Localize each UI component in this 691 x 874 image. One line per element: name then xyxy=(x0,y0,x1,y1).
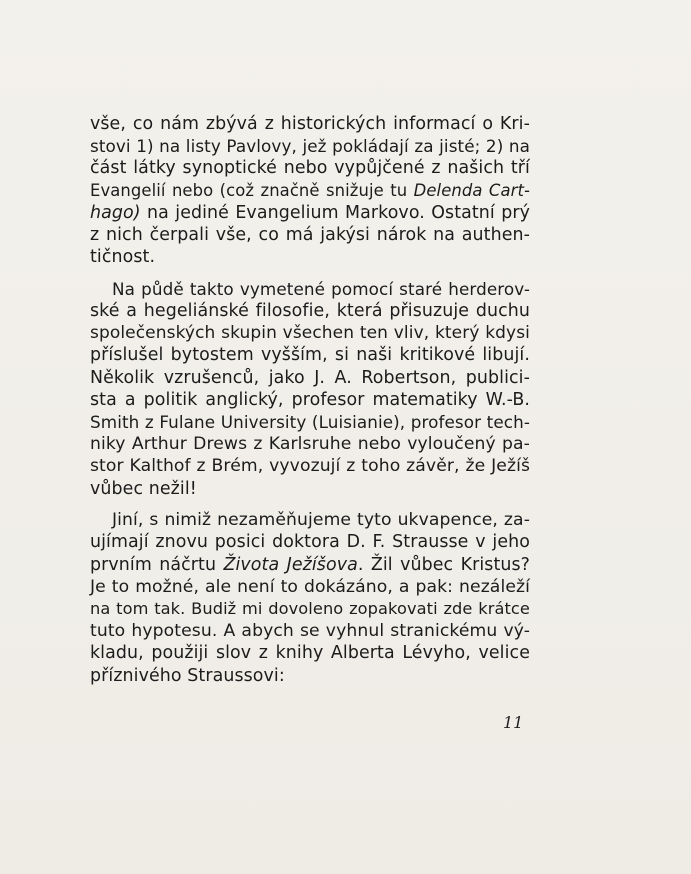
italic-title: Života Ježíšova xyxy=(223,554,358,575)
text-line: kladu, použiji slov z knihy Alberta Lévyho, velice xyxy=(90,643,530,664)
text-line: Několik vzrušenců, jako J. A. Robertson, publici- xyxy=(90,367,530,388)
text-line: na tom tak. Budiž mi dovoleno zopakovati zde krátce xyxy=(90,598,530,618)
body-text xyxy=(90,113,530,687)
text-line: Je to možné, ale není to dokázáno, a pak: nezáleží xyxy=(90,576,530,597)
text-line: Jiní, s nimiž nezaměňujeme tyto ukvapence, za- xyxy=(112,510,530,531)
text-line: ujímají znovu posici doktora D. F. Strausse v jeho xyxy=(90,532,530,553)
text-line: Smith z Fulane University (Luisianie), profesor tech- xyxy=(90,411,530,432)
text-line: společenských skupin všechen ten vliv, který kdysi xyxy=(90,323,530,344)
text-line: tuto hypotesu. A abych se vyhnul stranickému vý- xyxy=(90,621,530,642)
text-line: příslušel bytostem vyšším, si naši kritikové libují. xyxy=(90,345,530,366)
text-line: stovi 1) na listy Pavlovy, jež pokládají za jisté; 2) na xyxy=(90,136,530,157)
italic-title: hago) xyxy=(90,202,141,223)
text-line: hago) na jediné Evangelium Markovo. Ostatní prý xyxy=(90,202,530,223)
text-line: tičnost. xyxy=(90,247,156,268)
text-line: sta a politik anglický, profesor matematiky W.-B. xyxy=(90,389,530,410)
text-line: Evangelií nebo (což značně snižuje tu Delenda Cart- xyxy=(90,180,530,200)
page-number: 11 xyxy=(503,713,524,732)
italic-title: Delenda Cart- xyxy=(413,180,530,200)
text-line: příznivého Straussovi: xyxy=(90,665,285,686)
text-line: část látky synoptické nebo vypůjčené z našich tří xyxy=(90,158,530,179)
text-line: prvním náčrtu Života Ježíšova. Žil vůbec Kristus? xyxy=(90,554,530,575)
text-line: stor Kalthof z Brém, vyvozují z toho závěr, že Ježíš xyxy=(90,456,530,477)
text-line: niky Arthur Drews z Karlsruhe nebo vyloučený pa- xyxy=(90,434,530,455)
text-line: vše, co nám zbývá z historických informací o Kri- xyxy=(90,114,530,134)
text-line: ské a hegeliánské filosofie, která přisuzuje duchu xyxy=(90,301,530,321)
text-line: vůbec nežil! xyxy=(90,478,197,499)
text-line: Na půdě takto vymetené pomocí staré herderov- xyxy=(112,278,530,299)
text-line: z nich čerpali vše, co má jakýsi nárok na authen- xyxy=(90,224,530,245)
